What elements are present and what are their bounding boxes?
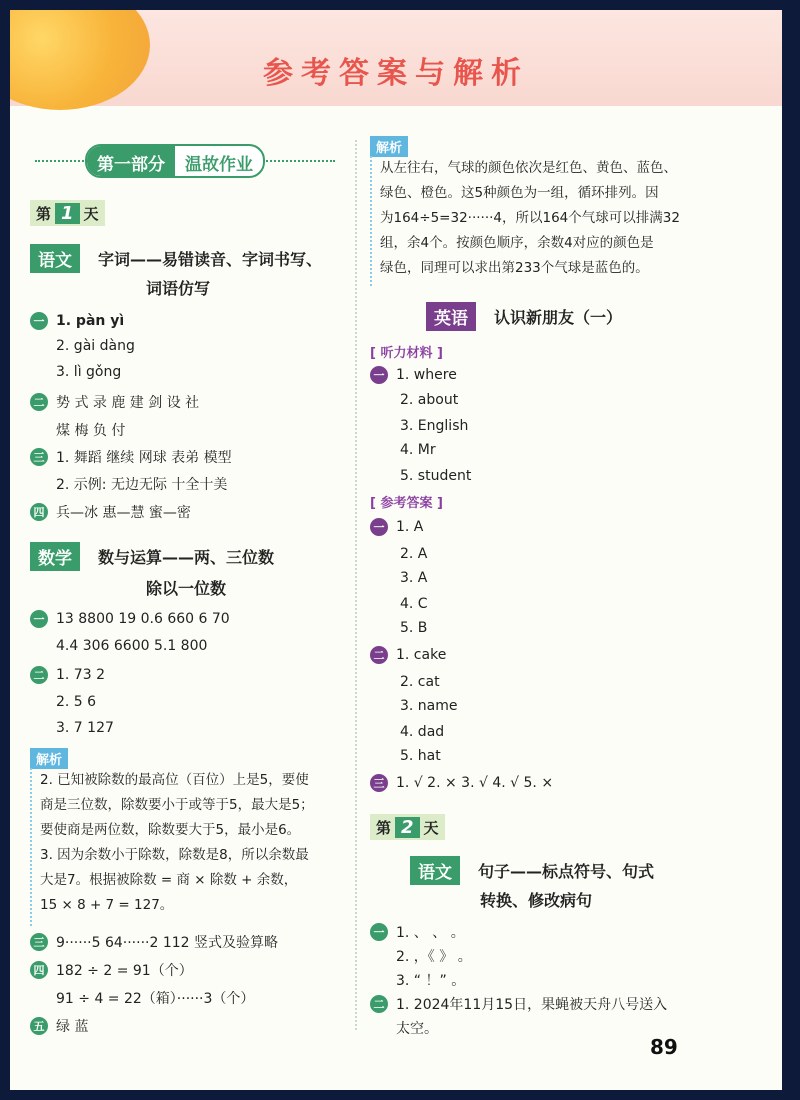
- math-q4: 四 182 ÷ 2 = 91（个）: [30, 960, 193, 980]
- part-name: 温故作业: [185, 155, 253, 175]
- math-analysis-box: 2. 已知被除数的最高位（百位）上是5，要使 商是三位数，除数要小于或等于5，最大是5； 要使商是两位数，除数要大于5，最小是6。 3. 因为余数小于除数，除数是8，所以余数最 大是7。根据被除数 = 商 × 除数 + 余数， 15 × 8 + 7 = 127。: [30, 768, 352, 926]
- day-1-label: 第 1 天: [30, 200, 105, 226]
- question-2: 二 势 式 录 鹿 建 剑 设 社: [30, 392, 199, 412]
- part-banner: [35, 142, 335, 178]
- column-divider: [355, 140, 357, 1030]
- right-analysis-label: 解析: [370, 136, 408, 157]
- chinese2-section-header: 语文 句子——标点符号、句式: [410, 856, 654, 885]
- listening-label: [ 听力材料 ]: [370, 346, 443, 361]
- question-4: 四 兵—冰 惠—慧 蜜—密: [30, 502, 191, 522]
- math-analysis-label: 解析: [30, 748, 68, 769]
- math-q5: 五 绿 蓝: [30, 1016, 88, 1036]
- question-3: 三 1. 舞蹈 继续 网球 表弟 模型: [30, 447, 232, 467]
- english-a1: 一 1. A: [370, 518, 423, 536]
- math-q1: 一 13 8800 19 0.6 660 6 70: [30, 610, 230, 628]
- chinese2-q2: 二 1. 2024年11月15日，果蝇被天舟八号送入: [370, 994, 667, 1014]
- day-2-label: 第 2 天: [370, 814, 445, 840]
- section-title-cont: 词语仿写: [146, 279, 211, 298]
- chinese2-q1: 一 1. 、 、 。: [370, 922, 465, 942]
- right-analysis-box: 从左往右，气球的颜色依次是红色、黄色、蓝色、 绿色、橙色。这5种颜色为一组，循环排列。因 为164÷5=32······4，所以164个气球可以排满32 组，余4个。按颜色顺序，余数4对应的颜色是 绿色，同理可以求出第233个气球是蓝色的。: [370, 156, 692, 286]
- subject-tag-english: 英语: [426, 302, 476, 331]
- answer-page: 参考答案与解析 第一部分 温故作业 第 1 天 语文 字词——易错读音、字词书写、 词语仿写 一 1. pàn yì 2. gài dàng 3. lì gǒng 二 势 式 录 鹿 建 剑 设 社 煤 梅 负 付 三 1. 舞蹈 继续 网球 表弟 模型 2. 示例: 无边无际 十全十美 四 兵—冰 惠—慧 蜜—密 数学 数与运算——两、三位数 除以一位数 一 13 8800 19 0.6 660 6 70 4.4 306 6600 5.1 800 二 1. 73 2 2. 5 6 3. 7 127 解析 2. 已知被除数的最高位（百位）上是5，要使 商是三位数，除数要小于或等于5，最大是5； 要使商是两位数，除数要大于5，最小是6。 3. 因为余数小于除数，除数是8，所以余数最 大是7。根据被除数 = 商 × 除数 + 余数， 15 × 8 + 7 = 127。 三 9······5 64······2 112 竖式及验算略 四 182 ÷ 2 = 91（个） 91 ÷ 4 = 22（箱）······3（个） 五 绿 蓝 解析 从左往右，气球的颜色依次是红色、黄色、蓝色、 绿色、橙色。这5种颜色为一组，循环排列。因 为164÷5=32······4，所以164个气球可以排满32 组，余4个。按颜色顺序，余数4对应的颜色是 绿色，同理可以求出第233个气球是蓝色的。 英语 认识新朋友（一） [ 听力材料 ] 一 1. where 2. about 3. English 4. Mr 5. student [ 参考答案 ] 一 1. A 2. A 3. A 4. C 5. B 二 1. cake 2. cat 3. name 4. dad 5. hat 三 1. √ 2. × 3. √ 4. √ 5. × 第 2 天 语文 句子——标点符号、句式 转换、修改病句 一 1. 、 、 。 2. ，《 》 。 3. “ ！” 。 二 1. 2024年11月15日，果蝇被天舟八号送入 太空。 89: [10, 10, 782, 1090]
- english-a2: 二 1. cake: [370, 646, 446, 664]
- math-section-header: [30, 542, 274, 571]
- question-1: 一 1. pàn yì: [30, 312, 124, 330]
- math-q2: 二 1. 73 2: [30, 666, 105, 684]
- math-q3: 三 9······5 64······2 112 竖式及验算略: [30, 932, 278, 952]
- part-number: 第一部分: [87, 146, 175, 176]
- answer-label: [ 参考答案 ]: [370, 496, 443, 511]
- page-title: 参考答案与解析: [263, 56, 529, 91]
- chinese-section-header: [30, 244, 322, 273]
- page-number: 89: [650, 1035, 678, 1059]
- subject-tag-chinese: 语文: [410, 856, 460, 885]
- section-title: 数与运算——两、三位数: [98, 548, 275, 567]
- subject-tag-chinese: 语文: [30, 244, 80, 273]
- subject-tag-math: 数学: [30, 542, 80, 571]
- english-a3: 三 1. √ 2. × 3. √ 4. √ 5. ×: [370, 774, 553, 792]
- listening-q1: 一 1. where: [370, 366, 457, 384]
- page-header: [10, 10, 782, 106]
- english-section-header: 英语 认识新朋友（一）: [426, 302, 622, 331]
- section-title: 字词——易错读音、字词书写、: [98, 250, 323, 269]
